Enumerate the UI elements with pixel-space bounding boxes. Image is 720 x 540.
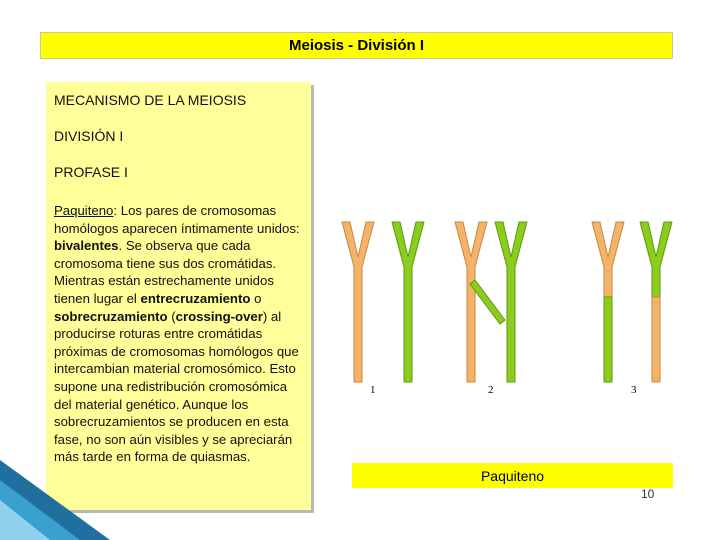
exchanged-segment-3b [652,297,660,382]
para-text-5: ) al producirse roturas entre cromátidas próximas de cromosomas homólogos que intercambian material cromosómico. Esto supone una redistribución cromosómica del material genético. Aunque los sobrecruzamientos se producen en esta fase, no son aún visibles y se apreciarán más tarde en forma de quiasmas. [54,308,299,465]
bivalent-3 [592,222,672,382]
para-text-2: . Se observa que cada cromosoma tiene sus dos cromátidas. Mientras están estrechamente unidos tienen lugar el [54,238,277,306]
heading-mecanismo: MECANISMO DE LA MEIOSIS [54,92,247,108]
chromosome-2b [495,222,527,382]
para-text-1: : Los pares de cromosomas homólogos aparecen íntimamente unidos: [54,203,300,236]
bivalent-2 [455,222,527,382]
term-bivalentes: bivalentes [54,238,119,254]
term-entrecruzamiento: entrecruzamiento [140,290,251,306]
para-text-3: o [250,290,262,306]
description-paragraph [54,202,308,466]
heading-division: DIVISIÓN I [54,128,124,144]
page-number: 10 [641,487,655,501]
heading-profase: PROFASE I [54,164,128,180]
figure-caption: Paquiteno [352,463,673,488]
chromosome-1b [392,222,424,382]
para-text-4: ( [167,308,176,324]
figure-label-1: 1 [370,384,376,396]
chromosome-figure [330,210,685,410]
term-crossing-over: crossing-over [175,308,263,324]
figure-label-3: 3 [631,384,637,396]
figure-label-2: 2 [488,384,494,396]
exchanged-segment-3a [604,297,612,382]
chromosome-2a [455,222,487,382]
chromosome-1a [342,222,374,382]
bivalent-1 [342,222,424,382]
slide-title: Meiosis - División I [40,32,673,59]
term-sobrecruzamiento: sobrecruzamiento [54,308,168,324]
corner-decoration [0,440,110,540]
term-paquiteno: Paquiteno [54,203,114,218]
